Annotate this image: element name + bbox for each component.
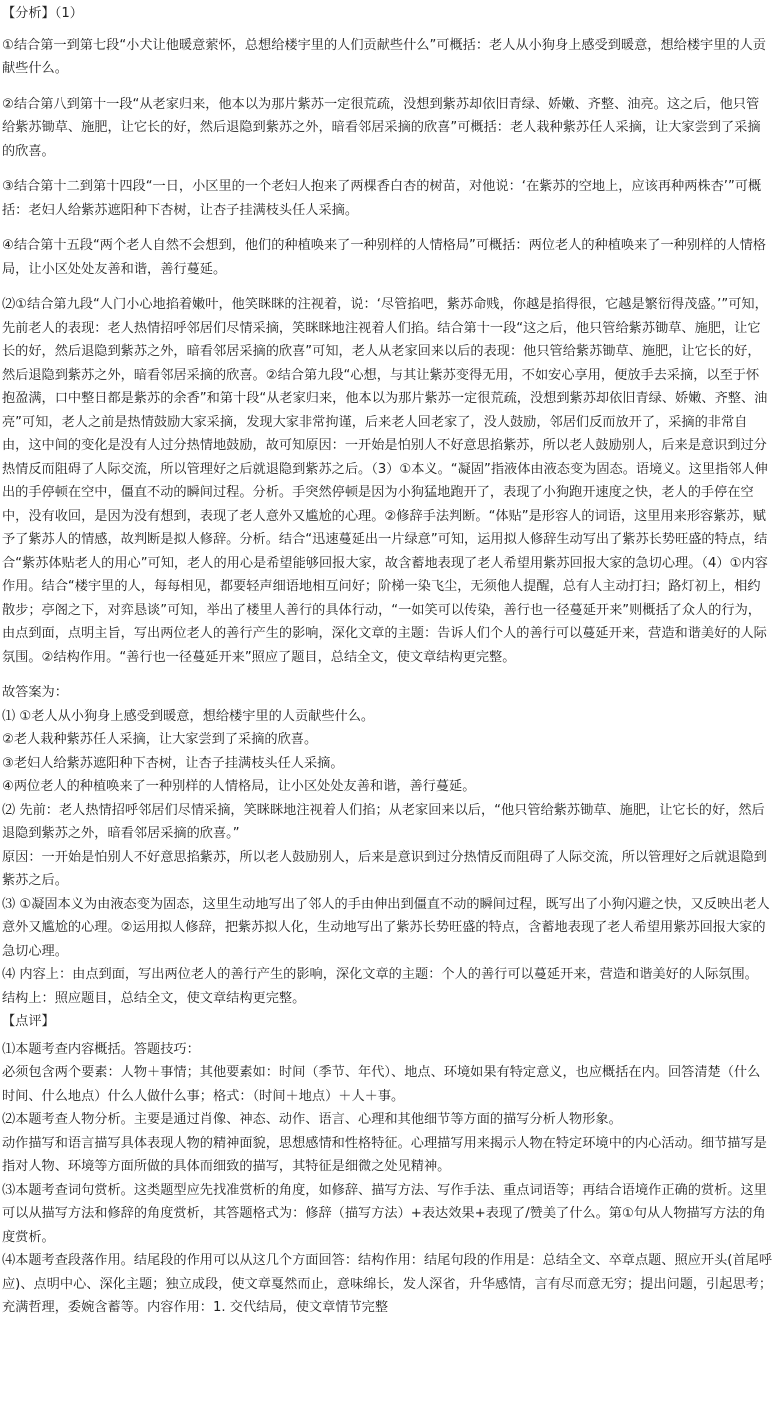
analysis-point-4: ④结合第十五段“两个老人自然不会想到，他们的种植唤来了一种别样的人情格局”可概括：两位老人的种植唤来了一种别样的人情格局，让小区处处友善和谐，善行蔓延。 [2,238,766,277]
analysis-point-1: ①结合第一到第七段“小犬让他暖意萦怀，总想给楼宇里的人们贡献些什么”可概括：老人从小狗身上感受到暖意，想给楼宇里的人贡献些什么。 [2,37,766,76]
answer-2-reason: 原因：一开始是怕别人不好意思掐紫苏，所以老人鼓励别人，后来是意识到过分热情反而阻碍了人际交流，所以管理好之后就退隐到紫苏之后。 [2,849,767,888]
answer-3: ⑶ ①凝固本义为由液态变为固态，这里生动地写出了邻人的手由伸出到僵直不动的瞬间过程，既写出了小狗闪避之快，又反映出老人意外又尴尬的心理。②运用拟人修辞，把紫苏拟人化，生动地写出了紫苏长势旺盛的特点，含蓄地表现了老人希望用紫苏回报大家的急切心理。 [2,896,770,959]
answer-1-point-3: ③老妇人给紫苏遮阳种下杏树，让杏子挂满枝头任人采摘。 [2,755,344,771]
analysis-point-3: ③结合第十二到第十四段“一日，小区里的一个老妇人抱来了两棵香白杏的树苗，对他说：‘在紫苏的空地上，应该再种两株杏’”可概括：老妇人给紫苏遮阳种下杏树，让杏子挂满枝头任人采摘。 [2,179,762,218]
analysis-point-2: ②结合第八到第十一段“从老家归来，他本以为那片紫苏一定很荒疏，没想到紫苏却依旧青绿、娇嫩、齐整、油亮。这之后，他只管给紫苏锄草、施肥，让它长的好，然后退隐到紫苏之外，暗看邻居采摘的欣喜”可概括：老人栽种紫苏任人采摘，让大家尝到了采摘的欣喜。 [2,96,761,159]
answer-heading: 故答案为： [2,685,68,700]
answer-1-point-2: ②老人栽种紫苏任人采摘，让大家尝到了采摘的欣喜。 [2,732,318,747]
answer-4-content: ⑷ 内容上：由点到面，写出两位老人的善行产生的影响，深化文章的主题：个人的善行可以蔓延开来，营造和谐美好的人际氛围。 [2,967,758,982]
answer-1-point-1: ⑴ ①老人从小狗身上感受到暖意，想给楼宇里的人贡献些什么。 [2,708,375,724]
analysis-heading: 【分析】（1） [2,6,83,21]
comment-1: ⑴本题考查内容概括。答题技巧： 必须包含两个要素：人物＋事情；其他要素如：时间（季节、年代）、地点、环境如果有特定意义，也应概括在内。回答清楚（什么时间、什么地点）什么人做什么事；格式：（时间＋地点）＋人＋事。 [2,1041,761,1104]
solution-document [2,2,772,1320]
comment-3: ⑶本题考查词句赏析。这类题型应先找准赏析的角度，如修辞、描写方法、写作手法、重点词语等；再结合语境作正确的赏析。这里可以从描写方法和修辞的角度赏析，其答题格式为：修辞（描写方法）+表达效果+表现了/赞美了什么。第①句从人物描写方法的角度赏析。 [2,1182,767,1245]
answer-4-structure: 结构上：照应题目，总结全文，使文章结构更完整。 [2,990,306,1006]
comment-2: ⑵本题考查人物分析。主要是通过肖像、神态、动作、语言、心理和其他细节等方面的描写分析人物形象。 动作描写和语言描写具体表现人物的精神面貌，思想感情和性格特征。心理描写用来揭示人物在特定环境中的内心活动。细节描写是指对人物、环境等方面所做的具体而细致的描写，其特征是细微之处见精神。 [2,1112,767,1174]
comment-heading: 【点评】 [2,1014,55,1029]
analysis-questions-2-4: ⑵①结合第九段“人门小心地掐着嫩叶，他笑眯眯的注视着，说：‘尽管掐吧，紫苏命贱，你越是掐得很，它越是繁衍得茂盛。’”可知，先前老人的表现：老人热情招呼邻居们尽情采摘，笑眯眯地注视着人们掐。结合第十一段“这之后，他只管给紫苏锄草、施肥，让它长的好，然后退隐到紫苏之外，暗看邻居采摘的欣喜”可知，老人从老家回来以后的表现：他只管给紫苏锄草、施肥，让它长的好，然后退隐到紫苏之外，暗看邻居采摘的欣喜。②结合第九段“心想，与其让紫苏变得无用，不如安心享用，便放手去采摘，以至于怀抱盈满，口中整日都是紫苏的余香”和第十段“从老家归来，他本以为那片紫苏一定很荒疏，没想到紫苏却依旧青绿、娇嫩、齐整、油亮”可知，老人之前是热情鼓励大家采摘，发现大家非常拘谨，后来老人回老家了，没人鼓励，邻居们反而放开了，采摘的非常自由，这中间的变化是没有人过分热情地鼓励，故可知原因：一开始是怕别人不好意思掐紫苏，所以老人鼓励别人，后来是意识到过分热情反而阻碍了人际交流，所以管理好之后就退隐到紫苏之后。（3）①本义。“凝固”指液体由液态变为固态。语境义。这里指邻人伸出的手停顿在空中，僵直不动的瞬间过程。分析。手突然停顿是因为小狗猛地跑开了，表现了小狗跑开速度之快，老人的手停在空中，没有收回，是因为没有想到，表现了老人意外又尴尬的心理。②修辞手法判断。“体贴”是形容人的词语，这里用来形容紫苏，赋予了紫苏人的情感，故判断是拟人修辞。分析。结合“迅速蔓延出一片绿意”可知，运用拟人修辞生动写出了紫苏长势旺盛的特点，结合“紫苏体贴老人的用心”可知，老人的用心是希望能够回报大家，故含蓄地表现了老人希望用紫苏回报大家的急切心理。（4）①内容作用。结合“楼宇里的人，每每相见，都要轻声细语地相互问好；阶梯一染飞尘，无须他人提醒，总有人主动打扫；路灯初上，相约散步；亭阁之下，对弈恳谈”可知，举出了楼里人善行的具体行动，“一如笑可以传染，善行也一径蔓延开来”则概括了众人的行为，由点到面，点明主旨，写出两位老人的善行产生的影响，深化文章的主题：告诉人们个人的善行可以蔓延开来，营造和谐美好的人际氛围。②结构作用。“善行也一径蔓延开来”照应了题目，总结全文，使文章结构更完整。 [2,297,768,665]
comment-4: ⑷本题考查段落作用。结尾段的作用可以从这几个方面回答：结构作用：结尾句段的作用是：总结全文、卒章点题、照应开头(首尾呼应)、点明中心、深化主题；独立成段，使文章戛然而止，意味绵长，发人深省，升华感情，言有尽而意无穷；提出问题，引起思考；充满哲理，委婉含蓄等。内容作用：1. 交代结局，使文章情节完整 [2,1253,773,1315]
answer-2-before-after: ⑵ 先前：老人热情招呼邻居们尽情采摘，笑眯眯地注视着人们掐；从老家回来以后，“他只管给紫苏锄草、施肥，让它长的好，然后退隐到紫苏之外，暗看邻居采摘的欣喜。” [2,802,765,841]
answer-1-point-4: ④两位老人的种植唤来了一种别样的人情格局，让小区处处友善和谐，善行蔓延。 [2,779,476,794]
